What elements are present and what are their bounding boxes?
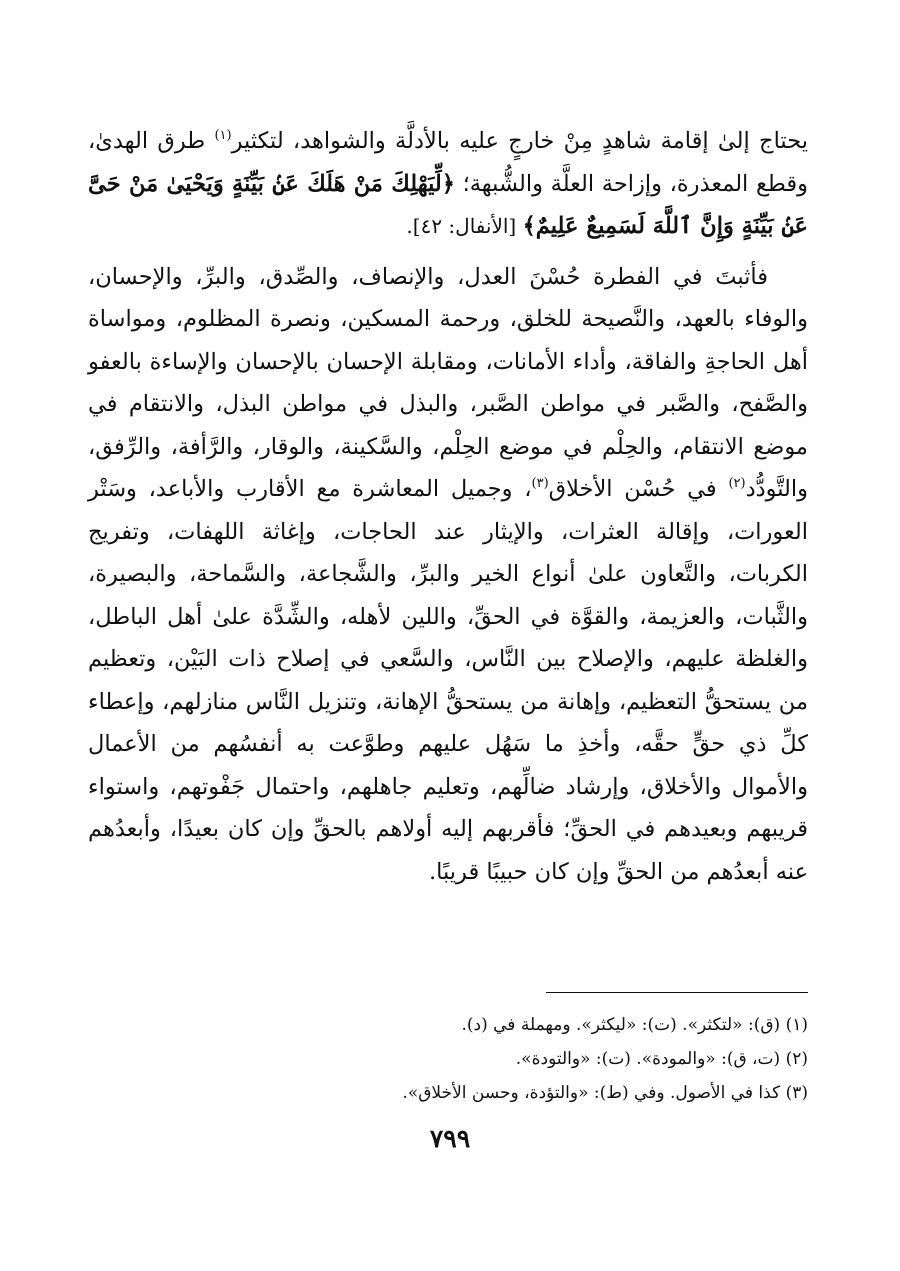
paragraph-1-text-a: يحتاج إلىٰ إقامة شاهدٍ مِنْ خارجٍ عليه بالأدلَّة والشواهد، لتكثير (231, 128, 808, 154)
footnote-marker-2[interactable]: (٢) (728, 476, 746, 491)
paragraph-1-text-b: طرق الهدىٰ، وقطع المعذرة، وإزاحة العلَّة والشُّبهة؛ (88, 128, 809, 197)
paragraph-2-text-b: في حُسْن الأخلاق (548, 476, 729, 502)
verse-reference: [الأنفال: ٤٢]. (406, 214, 523, 238)
footnote-marker-1[interactable]: (١) (214, 128, 232, 143)
footnote-3: (٣) كذا في الأصول. وفي (ط): «والتؤدة، وحسن الأخلاق». (402, 1083, 808, 1103)
footnote-1: (١) (ق): «لتكثر». (ت): «ليكثر». ومهملة في (د). (461, 1015, 808, 1035)
footnote-marker-3[interactable]: (٣) (531, 476, 549, 491)
footnote-2: (٢) (ت، ق): «والمودة». (ت): «والتودة». (515, 1049, 808, 1069)
paragraph-1 (88, 120, 808, 248)
quran-verse: ﴿لِّيَهْلِكَ مَنْ هَلَكَ عَنۢ بَيِّنَةٍ وَيَحْيَىٰ مَنْ حَىَّ عَنۢ بَيِّنَةٍ وَإِنَّ ٱللَّهَ لَسَمِيعٌ عَلِيمٌ﴾ (88, 170, 808, 239)
paragraph-2-text-c: ، وجميل المعاشرة مع الأقارب والأباعد، وسَتْر العورات، وإقالة العثرات، والإيثار عند الحاجات، وإغاثة اللهفات، وتفريج الكربات، والتَّعاون علىٰ أنواع الخير والبرِّ، والشَّجاعة، والسَّماحة، والبصيرة، والثَّبات، والعزيمة، والقوَّة في الحقِّ، واللين لأهله، والشِّدَّة علىٰ أهل الباطل، والغلظة عليهم، والإصلاح بين النَّاس، والسَّعي في إصلاح ذات البَيْن، وتعظيم من يستحقُّ التعظيم، وإهانة من يستحقُّ الإهانة، وتنزيل النَّاس منازلهم، وإعطاء كلِّ ذي حقٍّ حقَّه، وأخذِ ما سَهُل عليهم وطوَّعت به أنفسُهم من الأعمال والأموال والأخلاق، وإرشاد ضالِّهم، وتعليم جاهلهم، واحتمال جَفْوتهم، واستواء قريبهم وبعيدهم في الحقِّ؛ فأقربهم إليه أولاهم بالحقِّ وإن كان بعيدًا، وأبعدُهم عنه أبعدُهم من الحقِّ وإن كان حبيبًا قريبًا. (88, 476, 808, 885)
paragraph-2-text-a: فأثبتَ في الفطرة حُسْنَ العدل، والإنصاف، والصِّدق، والبرِّ، والإحسان، والوفاء بالعهد، والنَّصيحة للخلق، ورحمة المسكين، ونصرة المظلوم، ومواساة أهل الحاجةِ والفاقة، وأداء الأمانات، ومقابلة الإحسان بالإحسان والإساءة بالعفو والصَّفح، والصَّبر في مواطن الصَّبر، والبذل في مواطن البذل، والانتقام في موضع الانتقام، والحِلْم في موضع الحِلْم، والسَّكينة، والوقار، والرَّأفة، والرِّفق، والتَّودُّد (88, 263, 809, 502)
footnote-separator (546, 992, 808, 993)
footnotes (88, 1008, 808, 1110)
paragraph-2 (88, 256, 808, 894)
page-number: ٧٩٩ (429, 1124, 471, 1153)
